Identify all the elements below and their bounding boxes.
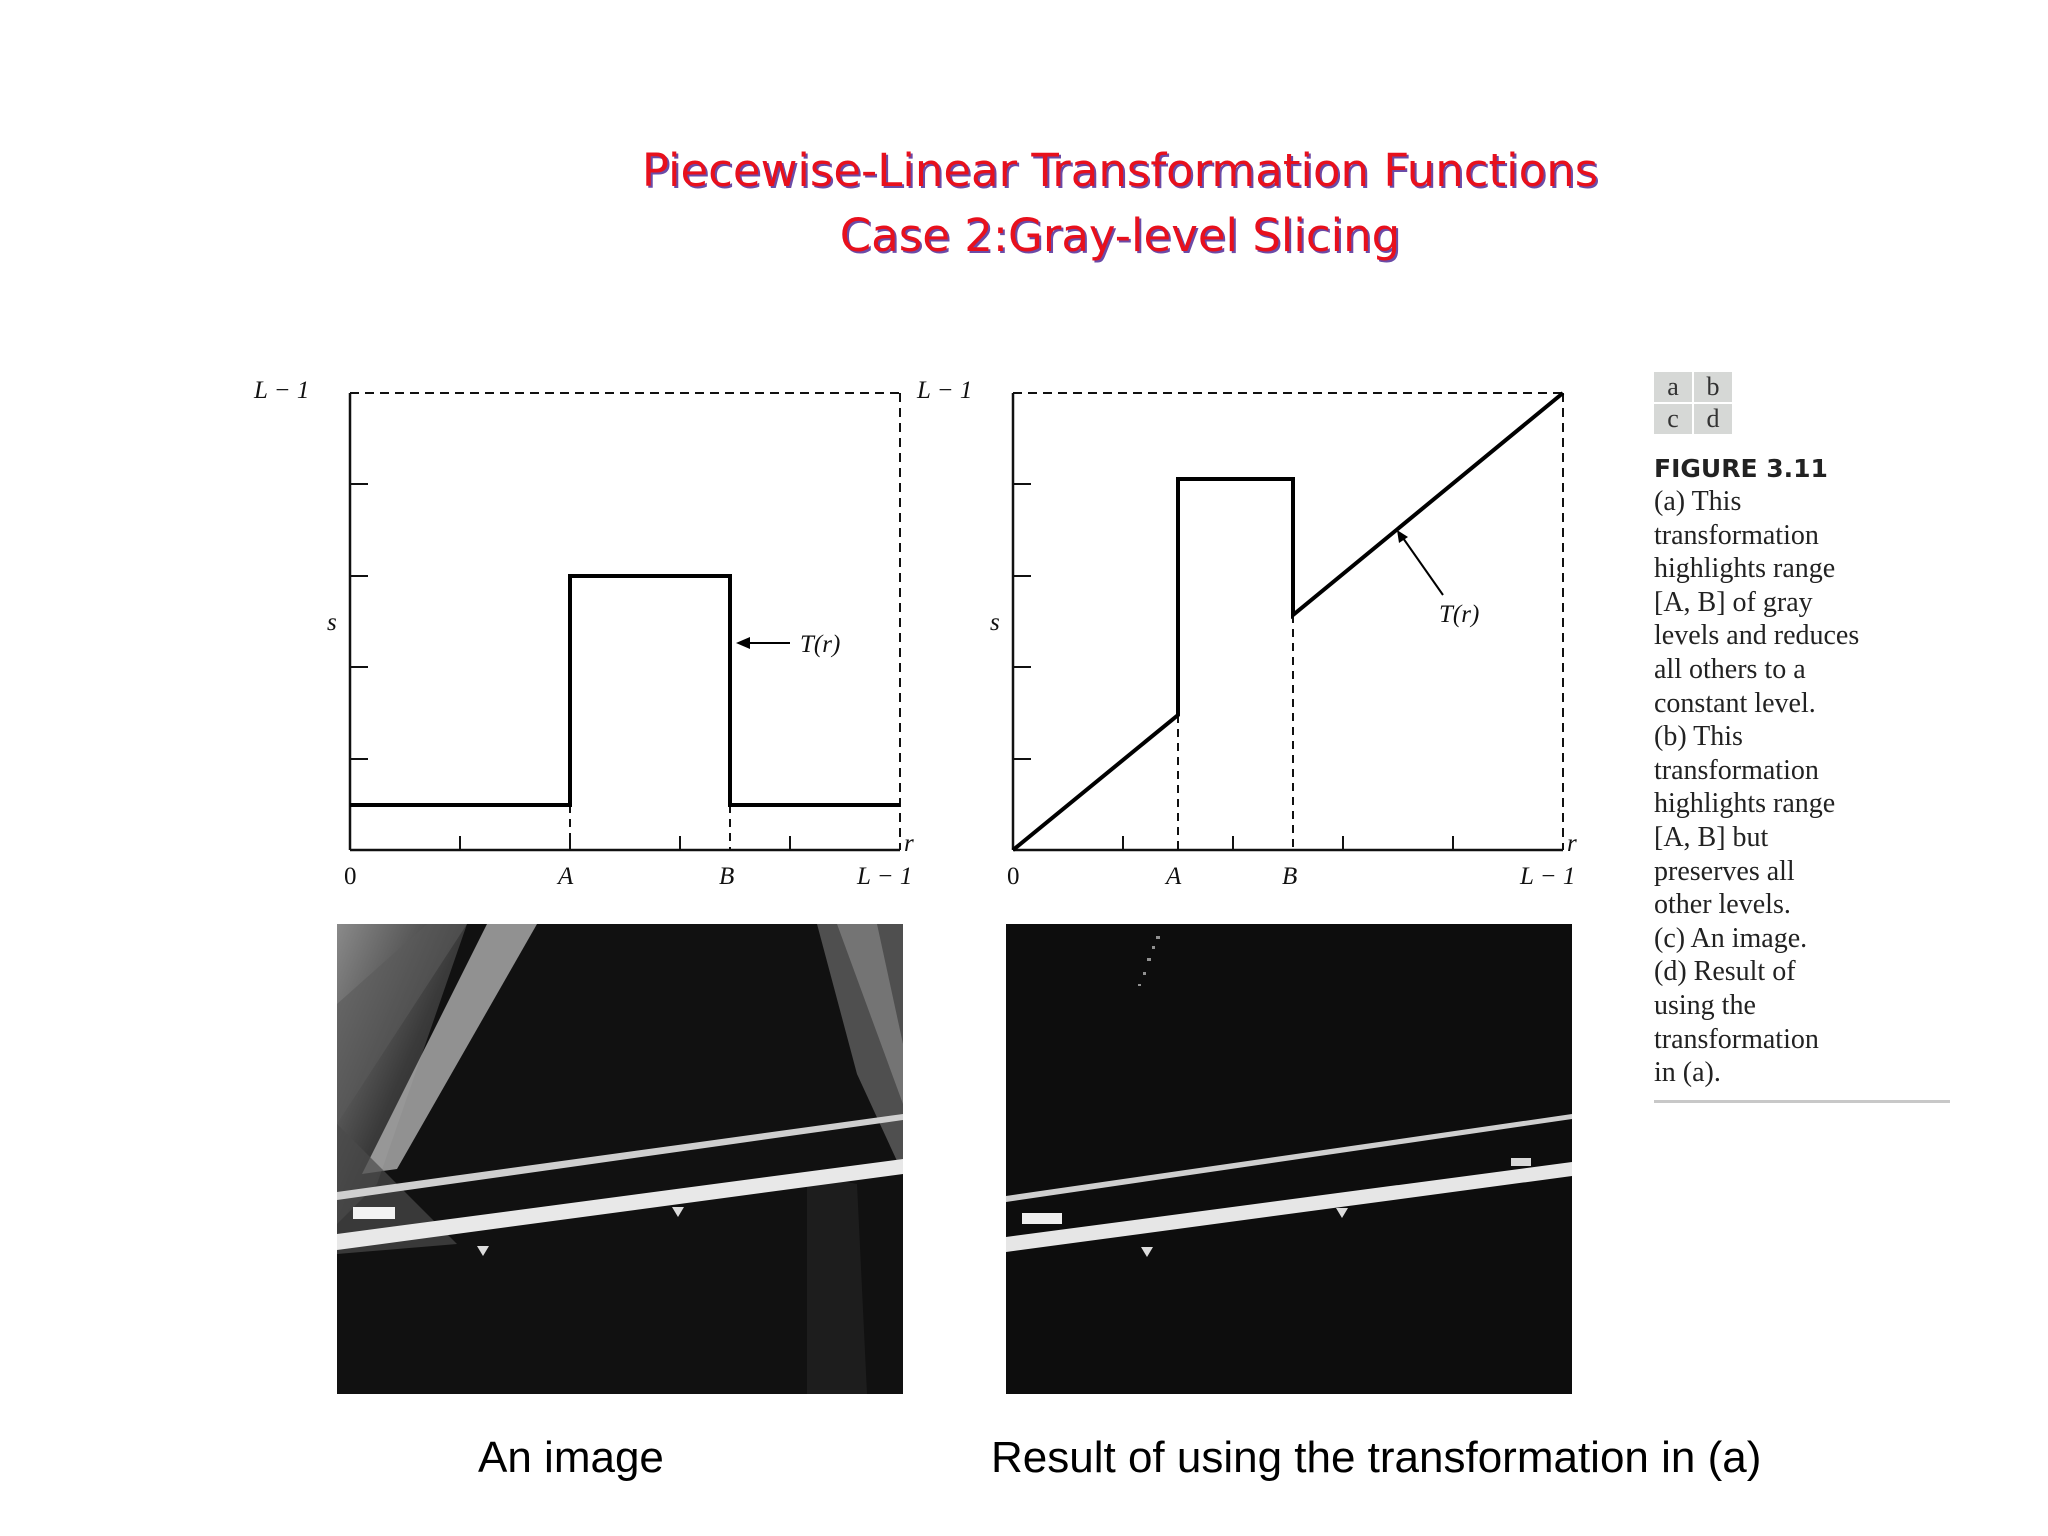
figure-number: FIGURE 3.11 bbox=[1654, 454, 1828, 483]
plot-a-highlight-constant bbox=[240, 360, 960, 900]
original-image bbox=[337, 924, 903, 1394]
caption-line: (b) This bbox=[1654, 721, 1743, 753]
y-top-label: L − 1 bbox=[254, 377, 310, 404]
slide-title bbox=[0, 138, 2048, 268]
caption-line: levels and reduces bbox=[1654, 620, 1860, 652]
x-axis-label: r bbox=[1567, 830, 1577, 857]
caption-line: other levels. bbox=[1654, 889, 1791, 921]
x-axis-label: r bbox=[904, 830, 914, 857]
panel-letter-grid bbox=[1654, 372, 1950, 434]
x-ticks bbox=[460, 836, 790, 850]
caption-line: transformation bbox=[1654, 519, 1819, 551]
caption-line: using the bbox=[1654, 989, 1756, 1021]
y-ticks bbox=[350, 484, 368, 759]
caption-line: highlights range bbox=[1654, 553, 1836, 585]
caption-original-image: An image bbox=[478, 1433, 664, 1482]
caption-divider bbox=[1654, 1100, 1950, 1103]
x-label-0: 0 bbox=[1007, 863, 1020, 890]
caption-line: [A, B] of gray bbox=[1654, 586, 1813, 618]
panel-letter-a: a bbox=[1654, 372, 1692, 402]
figure-caption-panel bbox=[1654, 372, 1950, 1103]
caption-line: transformation bbox=[1654, 1023, 1819, 1055]
caption-result-image: Result of using the transformation in (a) bbox=[991, 1433, 1762, 1482]
caption-line: all others to a bbox=[1654, 653, 1806, 685]
result-image bbox=[1006, 924, 1572, 1394]
caption-line: (d) Result of bbox=[1654, 956, 1796, 988]
curve-label: T(r) bbox=[800, 631, 841, 658]
y-ticks bbox=[1013, 484, 1031, 759]
panel-letter-c: c bbox=[1654, 404, 1692, 434]
panel-letter-d: d bbox=[1694, 404, 1732, 434]
x-label-a: A bbox=[558, 863, 574, 890]
caption-line: (a) This bbox=[1654, 486, 1742, 517]
curve-label: T(r) bbox=[1439, 601, 1480, 628]
curve-label-arrow bbox=[1403, 538, 1443, 595]
x-label-0: 0 bbox=[344, 863, 357, 890]
arrowhead bbox=[736, 637, 750, 649]
caption-line: (c) An image. bbox=[1654, 922, 1808, 954]
caption-line: preserves all bbox=[1654, 855, 1795, 887]
title-line-1: Piecewise-Linear Transformation Functions bbox=[641, 144, 1599, 197]
x-label-b: B bbox=[1282, 863, 1298, 890]
caption-line: constant level. bbox=[1654, 687, 1816, 719]
caption-line: in (a). bbox=[1654, 1057, 1721, 1089]
x-label-b: B bbox=[719, 863, 735, 890]
caption-line: [A, B] but bbox=[1654, 821, 1769, 853]
caption-line: transformation bbox=[1654, 754, 1819, 786]
transformation-curve bbox=[1013, 393, 1563, 850]
plot-b-highlight-preserve bbox=[903, 360, 1623, 900]
transformation-curve bbox=[350, 576, 900, 805]
x-label-a: A bbox=[1166, 863, 1182, 890]
x-ticks bbox=[1123, 836, 1453, 850]
panel-letter-b: b bbox=[1694, 372, 1732, 402]
y-axis-label: s bbox=[327, 609, 337, 636]
y-axis-label: s bbox=[990, 609, 1000, 636]
y-top-label: L − 1 bbox=[917, 377, 973, 404]
title-line-2: Case 2:Gray-level Slicing bbox=[839, 209, 1401, 262]
x-label-max: L − 1 bbox=[857, 863, 913, 890]
figure-caption bbox=[1654, 485, 1950, 1090]
x-label-max: L − 1 bbox=[1520, 863, 1576, 890]
caption-line: highlights range bbox=[1654, 788, 1836, 820]
